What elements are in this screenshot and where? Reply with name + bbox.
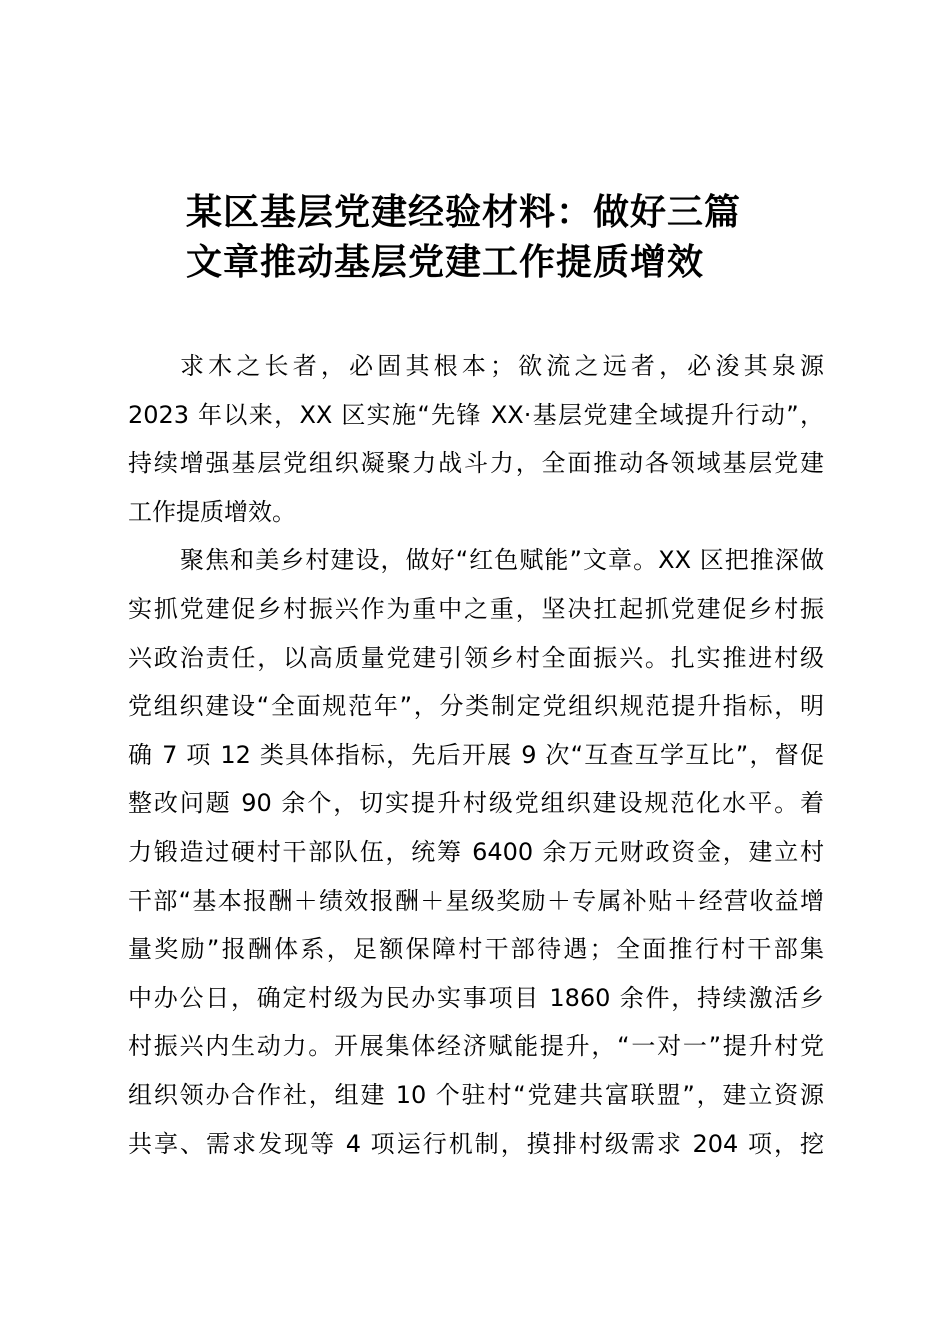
paragraph-line: 党组织建设“全面规范年”，分类制定党组织规范提升指标，明 bbox=[128, 692, 824, 721]
paragraph-line: 确 7 项 12 类具体指标，先后开展 9 次“互查互学互比”，督促 bbox=[128, 740, 824, 769]
paragraph-line: 共享、需求发现等 4 项运行机制，摸排村级需求 204 项，挖 bbox=[128, 1129, 824, 1158]
title-line-1: 某区基层党建经验材料：做好三篇 bbox=[186, 192, 742, 233]
paragraph-line: 2023 年以来，XX 区实施“先锋 XX·基层党建全域提升行动”， bbox=[128, 400, 824, 429]
paragraph-line: 力锻造过硬村干部队伍，统筹 6400 余万元财政资金，建立村 bbox=[128, 837, 824, 866]
paragraph-line: 实抓党建促乡村振兴作为重中之重，坚决扛起抓党建促乡村振 bbox=[128, 594, 824, 623]
paragraph-line: 中办公日，确定村级为民办实事项目 1860 余件，持续激活乡 bbox=[128, 983, 824, 1012]
paragraph-line: 整改问题 90 余个，切实提升村级党组织建设规范化水平。着 bbox=[128, 789, 824, 818]
paragraph-line: 求木之长者，必固其根本；欲流之远者，必浚其泉源 bbox=[180, 352, 824, 380]
paragraph-line: 村振兴内生动力。开展集体经济赋能提升，“一对一”提升村党 bbox=[128, 1032, 824, 1061]
paragraph-intro bbox=[128, 342, 824, 536]
paragraph-line: 组织领办合作社，组建 10 个驻村“党建共富联盟”，建立资源 bbox=[128, 1080, 824, 1109]
paragraph-line: 量奖励”报酬体系，足额保障村干部待遇；全面推行村干部集 bbox=[128, 935, 824, 964]
paragraph-line: 工作提质增效。 bbox=[128, 497, 296, 526]
paragraph-line: 聚焦和美乡村建设，做好“红色赋能”文章。XX 区把推深做 bbox=[180, 546, 824, 575]
paragraph-line: 干部“基本报酬＋绩效报酬＋星级奖励＋专属补贴＋经营收益增 bbox=[128, 886, 824, 915]
paragraph-line: 持续增强基层党组织凝聚力战斗力，全面推动各领域基层党建 bbox=[128, 449, 824, 478]
document-title bbox=[186, 188, 836, 288]
paragraph-line: 兴政治责任，以高质量党建引领乡村全面振兴。扎实推进村级 bbox=[128, 643, 824, 672]
title-line-2: 文章推动基层党建工作提质增效 bbox=[186, 242, 705, 283]
document-body bbox=[128, 342, 824, 1168]
paragraph-rural-revitalization bbox=[128, 536, 824, 1168]
